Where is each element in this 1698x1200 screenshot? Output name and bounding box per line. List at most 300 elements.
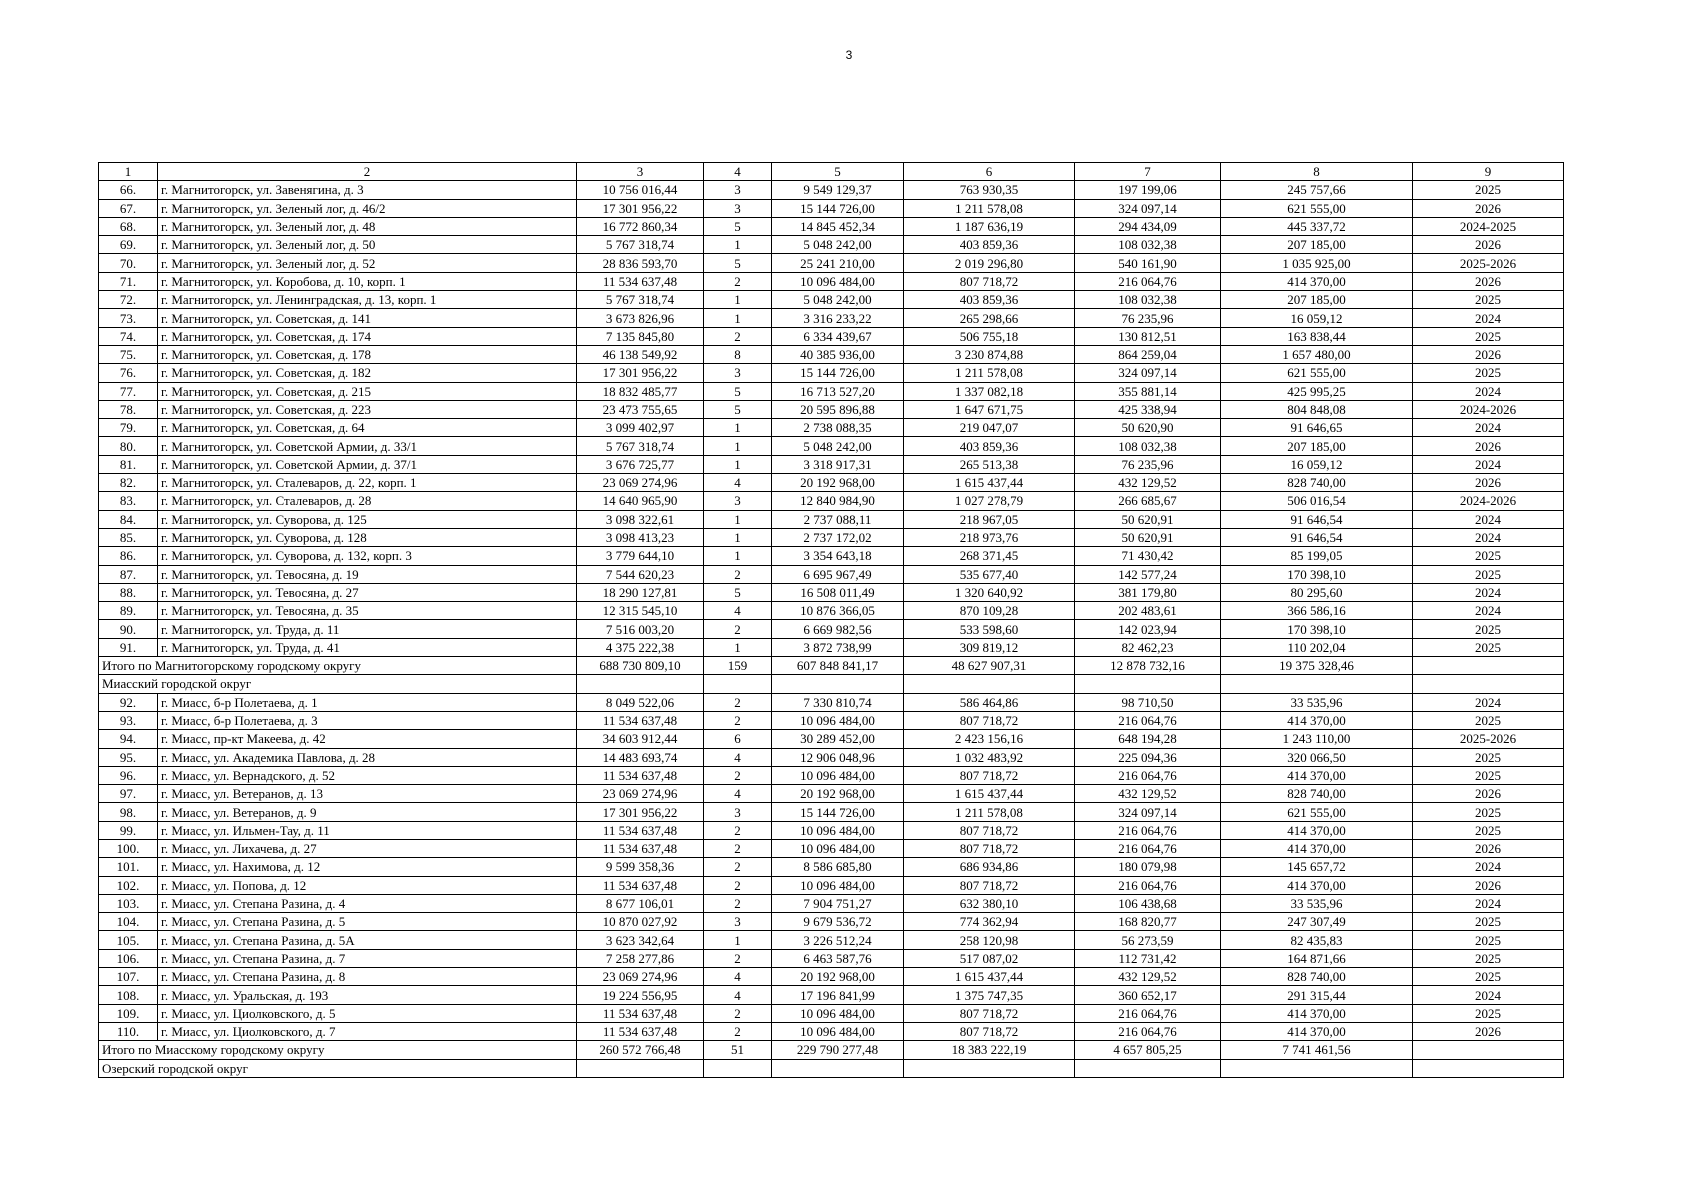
fund-cost-cell: 40 385 936,00 xyxy=(772,345,904,363)
count-cell: 1 xyxy=(704,437,772,455)
address-cell: г. Магнитогорск, ул. Ленинградская, д. 13, корп. 1 xyxy=(158,291,577,309)
year-cell: 2024 xyxy=(1413,528,1564,546)
count-cell: 3 xyxy=(704,181,772,199)
total-row xyxy=(99,657,1564,675)
table-row xyxy=(99,711,1564,729)
fund-cost-cell: 2 737 088,11 xyxy=(772,510,904,528)
total-cost-cell: 3 623 342,64 xyxy=(577,931,704,949)
column-header: 4 xyxy=(704,163,772,181)
year-cell: 2025 xyxy=(1413,364,1564,382)
local-cost-cell: 648 194,28 xyxy=(1075,730,1221,748)
document-table xyxy=(98,162,1564,1078)
count-cell: 5 xyxy=(704,400,772,418)
fund-cost-cell: 7 904 751,27 xyxy=(772,894,904,912)
row-number: 106. xyxy=(99,949,158,967)
table-row xyxy=(99,1004,1564,1022)
total-cost-cell: 14 640 965,90 xyxy=(577,492,704,510)
row-number: 109. xyxy=(99,1004,158,1022)
section-label: Миасский городской округ xyxy=(99,675,577,693)
empty-cell xyxy=(772,1059,904,1077)
address-cell: г. Магнитогорск, ул. Советская, д. 174 xyxy=(158,327,577,345)
row-number: 104. xyxy=(99,913,158,931)
fund-cost-cell: 9 549 129,37 xyxy=(772,181,904,199)
column-header: 9 xyxy=(1413,163,1564,181)
year-cell: 2026 xyxy=(1413,345,1564,363)
address-cell: г. Магнитогорск, ул. Суворова, д. 132, корп. 3 xyxy=(158,547,577,565)
column-header: 1 xyxy=(99,163,158,181)
address-cell: г. Миасс, ул. Ильмен-Тау, д. 11 xyxy=(158,821,577,839)
year-cell: 2025-2026 xyxy=(1413,730,1564,748)
regional-cost-cell: 2 019 296,80 xyxy=(904,254,1075,272)
row-number: 74. xyxy=(99,327,158,345)
fund-cost-cell: 6 695 967,49 xyxy=(772,565,904,583)
total-cost-cell: 11 534 637,48 xyxy=(577,876,704,894)
local-cost-cell: 425 338,94 xyxy=(1075,400,1221,418)
local-cost-cell: 56 273,59 xyxy=(1075,931,1221,949)
table-row xyxy=(99,876,1564,894)
table-row xyxy=(99,986,1564,1004)
row-number: 88. xyxy=(99,583,158,601)
regional-cost-cell: 258 120,98 xyxy=(904,931,1075,949)
year-cell: 2024 xyxy=(1413,858,1564,876)
row-number: 95. xyxy=(99,748,158,766)
count-cell: 2 xyxy=(704,894,772,912)
local-cost-cell: 76 235,96 xyxy=(1075,309,1221,327)
fund-cost-cell: 10 096 484,00 xyxy=(772,1004,904,1022)
owners-cost-cell: 621 555,00 xyxy=(1221,803,1413,821)
owners-cost-cell: 145 657,72 xyxy=(1221,858,1413,876)
year-cell: 2026 xyxy=(1413,272,1564,290)
owners-cost-cell: 82 435,83 xyxy=(1221,931,1413,949)
address-cell: г. Миасс, ул. Академика Павлова, д. 28 xyxy=(158,748,577,766)
year-cell: 2026 xyxy=(1413,199,1564,217)
total-regional-cost-cell: 18 383 222,19 xyxy=(904,1041,1075,1059)
address-cell: г. Магнитогорск, ул. Зеленый лог, д. 46/2 xyxy=(158,199,577,217)
count-cell: 1 xyxy=(704,236,772,254)
count-cell: 3 xyxy=(704,913,772,931)
total-cost-cell: 3 098 322,61 xyxy=(577,510,704,528)
owners-cost-cell: 164 871,66 xyxy=(1221,949,1413,967)
page-number: 3 xyxy=(845,48,853,62)
count-cell: 2 xyxy=(704,949,772,967)
total-cost-cell: 10 756 016,44 xyxy=(577,181,704,199)
row-number: 85. xyxy=(99,528,158,546)
fund-cost-cell: 10 876 366,05 xyxy=(772,602,904,620)
table-row xyxy=(99,199,1564,217)
row-number: 90. xyxy=(99,620,158,638)
owners-cost-cell: 33 535,96 xyxy=(1221,894,1413,912)
owners-cost-cell: 33 535,96 xyxy=(1221,693,1413,711)
total-cost-cell: 11 534 637,48 xyxy=(577,821,704,839)
local-cost-cell: 142 577,24 xyxy=(1075,565,1221,583)
column-header: 6 xyxy=(904,163,1075,181)
address-cell: г. Магнитогорск, ул. Тевосяна, д. 35 xyxy=(158,602,577,620)
total-cost-cell: 3 098 413,23 xyxy=(577,528,704,546)
year-cell: 2026 xyxy=(1413,437,1564,455)
total-cost-cell: 3 676 725,77 xyxy=(577,455,704,473)
empty-cell xyxy=(1075,1059,1221,1077)
total-cost-cell: 8 677 106,01 xyxy=(577,894,704,912)
year-cell: 2025 xyxy=(1413,711,1564,729)
empty-cell xyxy=(1413,675,1564,693)
table-row xyxy=(99,437,1564,455)
count-cell: 4 xyxy=(704,986,772,1004)
owners-cost-cell: 414 370,00 xyxy=(1221,876,1413,894)
owners-cost-cell: 425 995,25 xyxy=(1221,382,1413,400)
regional-cost-cell: 774 362,94 xyxy=(904,913,1075,931)
regional-cost-cell: 807 718,72 xyxy=(904,1004,1075,1022)
address-cell: г. Миасс, ул. Циолковского, д. 5 xyxy=(158,1004,577,1022)
address-cell: г. Магнитогорск, ул. Советская, д. 64 xyxy=(158,419,577,437)
total-cost-cell: 18 290 127,81 xyxy=(577,583,704,601)
row-number: 93. xyxy=(99,711,158,729)
owners-cost-cell: 291 315,44 xyxy=(1221,986,1413,1004)
address-cell: г. Магнитогорск, ул. Зеленый лог, д. 52 xyxy=(158,254,577,272)
table-row xyxy=(99,254,1564,272)
year-cell: 2024-2025 xyxy=(1413,217,1564,235)
fund-cost-cell: 10 096 484,00 xyxy=(772,766,904,784)
address-cell: г. Миасс, пр-кт Макеева, д. 42 xyxy=(158,730,577,748)
empty-cell xyxy=(704,1059,772,1077)
row-number: 100. xyxy=(99,839,158,857)
year-cell: 2025 xyxy=(1413,638,1564,656)
fund-cost-cell: 20 192 968,00 xyxy=(772,474,904,492)
regional-cost-cell: 3 230 874,88 xyxy=(904,345,1075,363)
regional-cost-cell: 403 859,36 xyxy=(904,437,1075,455)
owners-cost-cell: 414 370,00 xyxy=(1221,839,1413,857)
local-cost-cell: 76 235,96 xyxy=(1075,455,1221,473)
local-cost-cell: 216 064,76 xyxy=(1075,839,1221,857)
table-row xyxy=(99,236,1564,254)
local-cost-cell: 216 064,76 xyxy=(1075,711,1221,729)
owners-cost-cell: 320 066,50 xyxy=(1221,748,1413,766)
row-number: 91. xyxy=(99,638,158,656)
count-cell: 2 xyxy=(704,858,772,876)
fund-cost-cell: 16 713 527,20 xyxy=(772,382,904,400)
regional-cost-cell: 506 755,18 xyxy=(904,327,1075,345)
table-row xyxy=(99,474,1564,492)
owners-cost-cell: 828 740,00 xyxy=(1221,785,1413,803)
year-cell: 2024 xyxy=(1413,309,1564,327)
table-row xyxy=(99,327,1564,345)
year-cell: 2024 xyxy=(1413,986,1564,1004)
count-cell: 3 xyxy=(704,492,772,510)
total-year-cell xyxy=(1413,1041,1564,1059)
fund-cost-cell: 10 096 484,00 xyxy=(772,272,904,290)
address-cell: г. Миасс, б-р Полетаева, д. 1 xyxy=(158,693,577,711)
column-header: 7 xyxy=(1075,163,1221,181)
address-cell: г. Магнитогорск, ул. Труда, д. 11 xyxy=(158,620,577,638)
regional-cost-cell: 686 934,86 xyxy=(904,858,1075,876)
address-cell: г. Магнитогорск, ул. Советской Армии, д. 33/1 xyxy=(158,437,577,455)
year-cell: 2024 xyxy=(1413,693,1564,711)
fund-cost-cell: 20 192 968,00 xyxy=(772,785,904,803)
year-cell: 2025 xyxy=(1413,766,1564,784)
fund-cost-cell: 5 048 242,00 xyxy=(772,291,904,309)
fund-cost-cell: 6 669 982,56 xyxy=(772,620,904,638)
count-cell: 5 xyxy=(704,583,772,601)
total-cost-cell: 28 836 593,70 xyxy=(577,254,704,272)
count-cell: 2 xyxy=(704,1022,772,1040)
regional-cost-cell: 403 859,36 xyxy=(904,291,1075,309)
count-cell: 4 xyxy=(704,474,772,492)
row-number: 70. xyxy=(99,254,158,272)
table-row xyxy=(99,949,1564,967)
owners-cost-cell: 80 295,60 xyxy=(1221,583,1413,601)
count-cell: 4 xyxy=(704,748,772,766)
fund-cost-cell: 5 048 242,00 xyxy=(772,437,904,455)
total-cost-cell: 3 099 402,97 xyxy=(577,419,704,437)
fund-cost-cell: 5 048 242,00 xyxy=(772,236,904,254)
regional-cost-cell: 219 047,07 xyxy=(904,419,1075,437)
count-cell: 1 xyxy=(704,455,772,473)
row-number: 96. xyxy=(99,766,158,784)
regional-cost-cell: 1 187 636,19 xyxy=(904,217,1075,235)
year-cell: 2025 xyxy=(1413,1004,1564,1022)
table-row xyxy=(99,547,1564,565)
year-cell: 2025 xyxy=(1413,291,1564,309)
total-cost-cell: 9 599 358,36 xyxy=(577,858,704,876)
table-row xyxy=(99,858,1564,876)
fund-cost-cell: 20 192 968,00 xyxy=(772,968,904,986)
address-cell: г. Миасс, ул. Степана Разина, д. 4 xyxy=(158,894,577,912)
fund-cost-cell: 3 316 233,22 xyxy=(772,309,904,327)
total-label: Итого по Миасскому городскому округу xyxy=(99,1041,577,1059)
local-cost-cell: 266 685,67 xyxy=(1075,492,1221,510)
table-row xyxy=(99,345,1564,363)
table-row xyxy=(99,1022,1564,1040)
address-cell: г. Магнитогорск, ул. Советская, д. 223 xyxy=(158,400,577,418)
total-cost-cell: 5 767 318,74 xyxy=(577,437,704,455)
total-cost-cell: 16 772 860,34 xyxy=(577,217,704,235)
table-row xyxy=(99,565,1564,583)
address-cell: г. Миасс, ул. Нахимова, д. 12 xyxy=(158,858,577,876)
count-cell: 2 xyxy=(704,620,772,638)
total-cost-cell: 11 534 637,48 xyxy=(577,1004,704,1022)
count-cell: 1 xyxy=(704,547,772,565)
local-cost-cell: 216 064,76 xyxy=(1075,272,1221,290)
local-cost-cell: 197 199,06 xyxy=(1075,181,1221,199)
fund-cost-cell: 14 845 452,34 xyxy=(772,217,904,235)
table-row xyxy=(99,803,1564,821)
regional-cost-cell: 1 211 578,08 xyxy=(904,803,1075,821)
owners-cost-cell: 170 398,10 xyxy=(1221,565,1413,583)
row-number: 99. xyxy=(99,821,158,839)
count-cell: 2 xyxy=(704,327,772,345)
count-cell: 5 xyxy=(704,217,772,235)
row-number: 80. xyxy=(99,437,158,455)
fund-cost-cell: 20 595 896,88 xyxy=(772,400,904,418)
count-cell: 3 xyxy=(704,199,772,217)
regional-cost-cell: 807 718,72 xyxy=(904,821,1075,839)
count-cell: 2 xyxy=(704,693,772,711)
total-regional-cost-cell: 48 627 907,31 xyxy=(904,657,1075,675)
address-cell: г. Магнитогорск, ул. Советская, д. 178 xyxy=(158,345,577,363)
row-number: 92. xyxy=(99,693,158,711)
year-cell: 2026 xyxy=(1413,876,1564,894)
column-header: 3 xyxy=(577,163,704,181)
fund-cost-cell: 2 738 088,35 xyxy=(772,419,904,437)
empty-cell xyxy=(577,1059,704,1077)
total-cost-cell: 11 534 637,48 xyxy=(577,766,704,784)
row-number: 68. xyxy=(99,217,158,235)
total-cost-cell: 17 301 956,22 xyxy=(577,364,704,382)
regional-cost-cell: 265 513,38 xyxy=(904,455,1075,473)
local-cost-cell: 168 820,77 xyxy=(1075,913,1221,931)
owners-cost-cell: 1 035 925,00 xyxy=(1221,254,1413,272)
year-cell: 2025 xyxy=(1413,327,1564,345)
fund-cost-cell: 7 330 810,74 xyxy=(772,693,904,711)
year-cell: 2025 xyxy=(1413,565,1564,583)
year-cell: 2024 xyxy=(1413,510,1564,528)
address-cell: г. Миасс, ул. Степана Разина, д. 8 xyxy=(158,968,577,986)
total-cost-cell: 23 069 274,96 xyxy=(577,968,704,986)
local-cost-cell: 50 620,91 xyxy=(1075,510,1221,528)
local-cost-cell: 432 129,52 xyxy=(1075,785,1221,803)
regional-cost-cell: 807 718,72 xyxy=(904,839,1075,857)
owners-cost-cell: 91 646,65 xyxy=(1221,419,1413,437)
address-cell: г. Магнитогорск, ул. Советская, д. 141 xyxy=(158,309,577,327)
total-owners-cost-cell: 7 741 461,56 xyxy=(1221,1041,1413,1059)
regional-cost-cell: 535 677,40 xyxy=(904,565,1075,583)
year-cell: 2026 xyxy=(1413,1022,1564,1040)
total-cost-cell: 14 483 693,74 xyxy=(577,748,704,766)
local-cost-cell: 216 064,76 xyxy=(1075,766,1221,784)
table-row xyxy=(99,821,1564,839)
count-cell: 2 xyxy=(704,839,772,857)
table-row xyxy=(99,492,1564,510)
local-cost-cell: 98 710,50 xyxy=(1075,693,1221,711)
local-cost-cell: 432 129,52 xyxy=(1075,968,1221,986)
header-row xyxy=(99,163,1564,181)
total-cost-cell: 11 534 637,48 xyxy=(577,839,704,857)
count-cell: 2 xyxy=(704,272,772,290)
table-row xyxy=(99,913,1564,931)
row-number: 71. xyxy=(99,272,158,290)
total-cost-cell: 7 516 003,20 xyxy=(577,620,704,638)
count-cell: 1 xyxy=(704,419,772,437)
regional-cost-cell: 517 087,02 xyxy=(904,949,1075,967)
address-cell: г. Миасс, ул. Ветеранов, д. 13 xyxy=(158,785,577,803)
local-cost-cell: 432 129,52 xyxy=(1075,474,1221,492)
owners-cost-cell: 621 555,00 xyxy=(1221,199,1413,217)
regional-cost-cell: 309 819,12 xyxy=(904,638,1075,656)
fund-cost-cell: 3 226 512,24 xyxy=(772,931,904,949)
regional-cost-cell: 807 718,72 xyxy=(904,272,1075,290)
table-row xyxy=(99,748,1564,766)
row-number: 98. xyxy=(99,803,158,821)
owners-cost-cell: 207 185,00 xyxy=(1221,437,1413,455)
address-cell: г. Миасс, ул. Степана Разина, д. 5А xyxy=(158,931,577,949)
year-cell: 2024 xyxy=(1413,583,1564,601)
empty-cell xyxy=(904,1059,1075,1077)
year-cell: 2024-2026 xyxy=(1413,492,1564,510)
year-cell: 2025-2026 xyxy=(1413,254,1564,272)
fund-cost-cell: 12 906 048,96 xyxy=(772,748,904,766)
local-cost-cell: 216 064,76 xyxy=(1075,876,1221,894)
total-total-cost-cell: 688 730 809,10 xyxy=(577,657,704,675)
total-cost-cell: 3 673 826,96 xyxy=(577,309,704,327)
total-cost-cell: 11 534 637,48 xyxy=(577,711,704,729)
count-cell: 8 xyxy=(704,345,772,363)
row-number: 105. xyxy=(99,931,158,949)
regional-cost-cell: 1 320 640,92 xyxy=(904,583,1075,601)
address-cell: г. Магнитогорск, ул. Сталеваров, д. 22, корп. 1 xyxy=(158,474,577,492)
regional-cost-cell: 2 423 156,16 xyxy=(904,730,1075,748)
year-cell: 2025 xyxy=(1413,931,1564,949)
fund-cost-cell: 25 241 210,00 xyxy=(772,254,904,272)
empty-cell xyxy=(772,675,904,693)
regional-cost-cell: 807 718,72 xyxy=(904,1022,1075,1040)
local-cost-cell: 540 161,90 xyxy=(1075,254,1221,272)
empty-cell xyxy=(1221,1059,1413,1077)
total-total-cost-cell: 260 572 766,48 xyxy=(577,1041,704,1059)
total-cost-cell: 7 544 620,23 xyxy=(577,565,704,583)
owners-cost-cell: 414 370,00 xyxy=(1221,272,1413,290)
count-cell: 2 xyxy=(704,1004,772,1022)
address-cell: г. Магнитогорск, ул. Завенягина, д. 3 xyxy=(158,181,577,199)
regional-cost-cell: 218 973,76 xyxy=(904,528,1075,546)
count-cell: 1 xyxy=(704,931,772,949)
local-cost-cell: 864 259,04 xyxy=(1075,345,1221,363)
local-cost-cell: 82 462,23 xyxy=(1075,638,1221,656)
row-number: 107. xyxy=(99,968,158,986)
count-cell: 2 xyxy=(704,565,772,583)
local-cost-cell: 180 079,98 xyxy=(1075,858,1221,876)
section-row xyxy=(99,675,1564,693)
owners-cost-cell: 621 555,00 xyxy=(1221,364,1413,382)
table-row xyxy=(99,931,1564,949)
year-cell: 2025 xyxy=(1413,748,1564,766)
row-number: 89. xyxy=(99,602,158,620)
total-cost-cell: 11 534 637,48 xyxy=(577,272,704,290)
total-cost-cell: 5 767 318,74 xyxy=(577,236,704,254)
fund-cost-cell: 3 354 643,18 xyxy=(772,547,904,565)
local-cost-cell: 324 097,14 xyxy=(1075,199,1221,217)
total-cost-cell: 7 135 845,80 xyxy=(577,327,704,345)
regional-cost-cell: 586 464,86 xyxy=(904,693,1075,711)
year-cell: 2025 xyxy=(1413,949,1564,967)
empty-cell xyxy=(904,675,1075,693)
regional-cost-cell: 632 380,10 xyxy=(904,894,1075,912)
year-cell: 2026 xyxy=(1413,785,1564,803)
address-cell: г. Магнитогорск, ул. Зеленый лог, д. 48 xyxy=(158,217,577,235)
year-cell: 2025 xyxy=(1413,547,1564,565)
total-fund-cost-cell: 607 848 841,17 xyxy=(772,657,904,675)
total-cost-cell: 17 301 956,22 xyxy=(577,199,704,217)
total-year-cell xyxy=(1413,657,1564,675)
regional-cost-cell: 1 615 437,44 xyxy=(904,474,1075,492)
regional-cost-cell: 268 371,45 xyxy=(904,547,1075,565)
table-row xyxy=(99,693,1564,711)
regional-cost-cell: 807 718,72 xyxy=(904,711,1075,729)
row-number: 101. xyxy=(99,858,158,876)
regional-cost-cell: 1 211 578,08 xyxy=(904,199,1075,217)
section-row xyxy=(99,1059,1564,1077)
fund-cost-cell: 8 586 685,80 xyxy=(772,858,904,876)
local-cost-cell: 294 434,09 xyxy=(1075,217,1221,235)
owners-cost-cell: 16 059,12 xyxy=(1221,455,1413,473)
owners-cost-cell: 207 185,00 xyxy=(1221,291,1413,309)
count-cell: 3 xyxy=(704,803,772,821)
address-cell: г. Магнитогорск, ул. Советской Армии, д. 37/1 xyxy=(158,455,577,473)
count-cell: 6 xyxy=(704,730,772,748)
row-number: 79. xyxy=(99,419,158,437)
regional-cost-cell: 265 298,66 xyxy=(904,309,1075,327)
address-cell: г. Магнитогорск, ул. Суворова, д. 125 xyxy=(158,510,577,528)
total-label: Итого по Магнитогорскому городскому округу xyxy=(99,657,577,675)
count-cell: 5 xyxy=(704,382,772,400)
